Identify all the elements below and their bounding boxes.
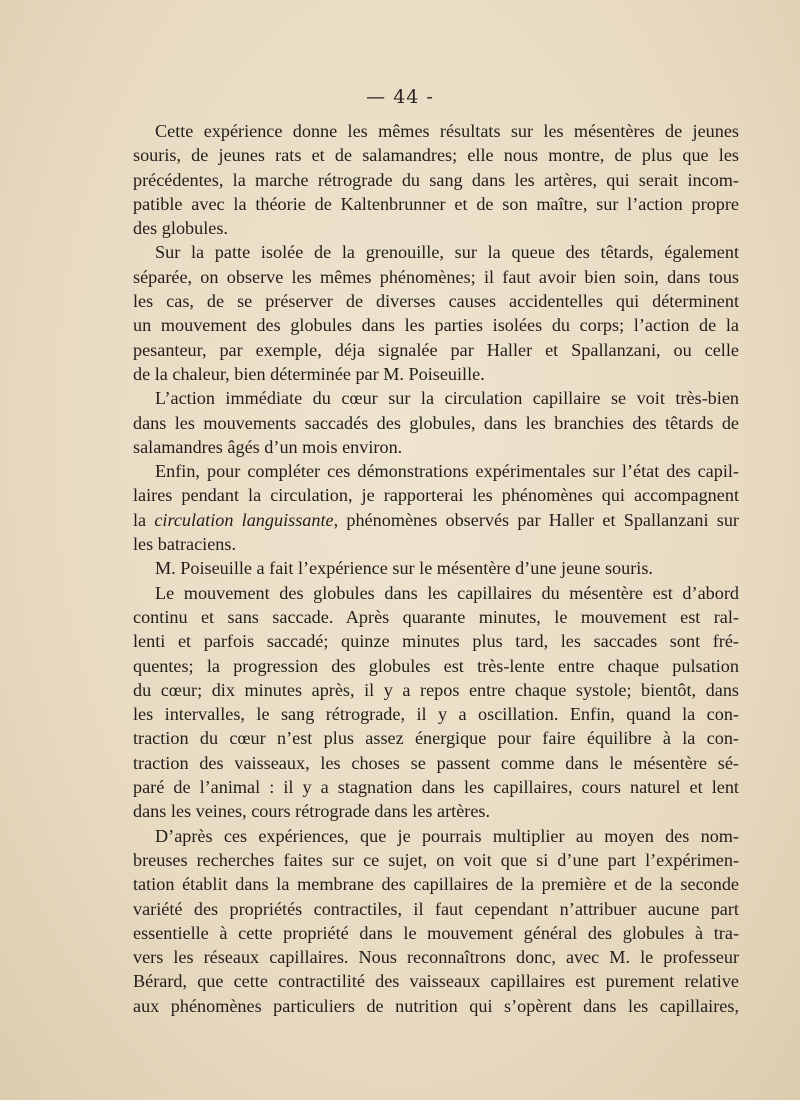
text-line: des globules. xyxy=(133,218,228,239)
text-line: L’action immédiate du cœur sur la circulation capillaire se voit très-bien xyxy=(155,388,739,409)
text-line: M. Poiseuille a fait l’expérience sur le mésentère d’une jeune souris. xyxy=(155,558,653,579)
text-line: breuses recherches faites sur ce sujet, on voit que si d’une part l’expérimen- xyxy=(133,849,739,870)
text-line: dans les veines, cours rétrograde dans les artères. xyxy=(133,801,491,822)
text-line: lenti et parfois saccadé; quinze minutes plus tard, les saccades sont fré- xyxy=(133,631,739,652)
text-line: séparée, on observe les mêmes phénomènes; il faut avoir bien soin, dans tous xyxy=(133,266,739,287)
text-line: D’après ces expériences, que je pourrais multiplier au moyen des nom- xyxy=(155,825,739,846)
text-line: continu et sans saccade. Après quarante minutes, le mouvement est ral- xyxy=(133,606,739,627)
text-line: du cœur; dix minutes après, il y a repos entre chaque systole; bientôt, dans xyxy=(133,679,739,700)
text-line: essentielle à cette propriété dans le mouvement général des globules à tra- xyxy=(133,922,739,943)
text-line: salamandres âgés d’un mois environ. xyxy=(133,436,403,457)
text-line: les intervalles, le sang rétrograde, il y a oscillation. Enfin, quand la con- xyxy=(133,704,739,725)
text-line: aux phénomènes particuliers de nutrition qui s’opèrent dans les capillaires, xyxy=(133,995,739,1016)
text-line: un mouvement des globules dans les parties isolées du corps; l’action de la xyxy=(133,315,739,336)
text-line: souris, de jeunes rats et de salamandres; elle nous montre, de plus que les xyxy=(133,145,739,166)
text-line: les cas, de se préserver de diverses causes accidentelles qui déterminent xyxy=(133,291,739,312)
text-line: Cette expérience donne les mêmes résultats sur les mésentères de jeunes xyxy=(155,121,739,141)
page-number: — 44 - xyxy=(366,86,434,108)
italic-phrase: circulation languissante xyxy=(154,509,334,530)
text-line: de la chaleur, bien déterminée par M. Poiseuille. xyxy=(133,363,485,384)
text-line: tation établit dans la membrane des capillaires de la première et de la seconde xyxy=(133,874,739,895)
text-line: variété des propriétés contractiles, il faut cependant n’attribuer aucune part xyxy=(133,898,739,919)
text-line: Enfin, pour compléter ces démonstrations expérimentales sur l’état des capil- xyxy=(155,461,739,482)
text-line: traction du cœur n’est plus assez énergique pour faire équilibre à la con- xyxy=(133,728,739,749)
text-line: Sur la patte isolée de la grenouille, sur la queue des têtards, également xyxy=(155,242,739,263)
text-line: quentes; la progression des globules est très-lente entre chaque pulsation xyxy=(133,655,739,676)
text-line: précédentes, la marche rétrograde du sang dans les artères, qui serait incom- xyxy=(133,169,739,190)
text-line: les batraciens. xyxy=(133,534,237,555)
text-line: traction des vaisseaux, les choses se passent comme dans le mésentère sé- xyxy=(133,752,739,773)
text-line: dans les mouvements saccadés des globules, dans les branchies des têtards de xyxy=(133,412,739,433)
text-line: pesanteur, par exemple, déja signalée par Haller et Spallanzani, ou celle xyxy=(133,339,739,360)
text-line: patible avec la théorie de Kaltenbrunner et de son maître, sur l’action propre xyxy=(133,193,739,214)
text-line: laires pendant la circulation, je rapporterai les phénomènes qui accompagnent xyxy=(133,485,739,506)
text-line: Le mouvement des globules dans les capillaires du mésentère est d’abord xyxy=(155,582,739,603)
body-text xyxy=(133,119,739,1018)
text-line: paré de l’animal : il y a stagnation dans les capillaires, cours naturel et lent xyxy=(133,777,739,798)
text-line: vers les réseaux capillaires. Nous reconnaîtrons donc, avec M. le professeur xyxy=(133,947,739,968)
text-line: la circulation languissante, phénomènes observés par Haller et Spallanzani sur xyxy=(133,509,739,530)
text-line: Bérard, que cette contractilité des vaisseaux capillaires est purement relative xyxy=(133,971,739,992)
